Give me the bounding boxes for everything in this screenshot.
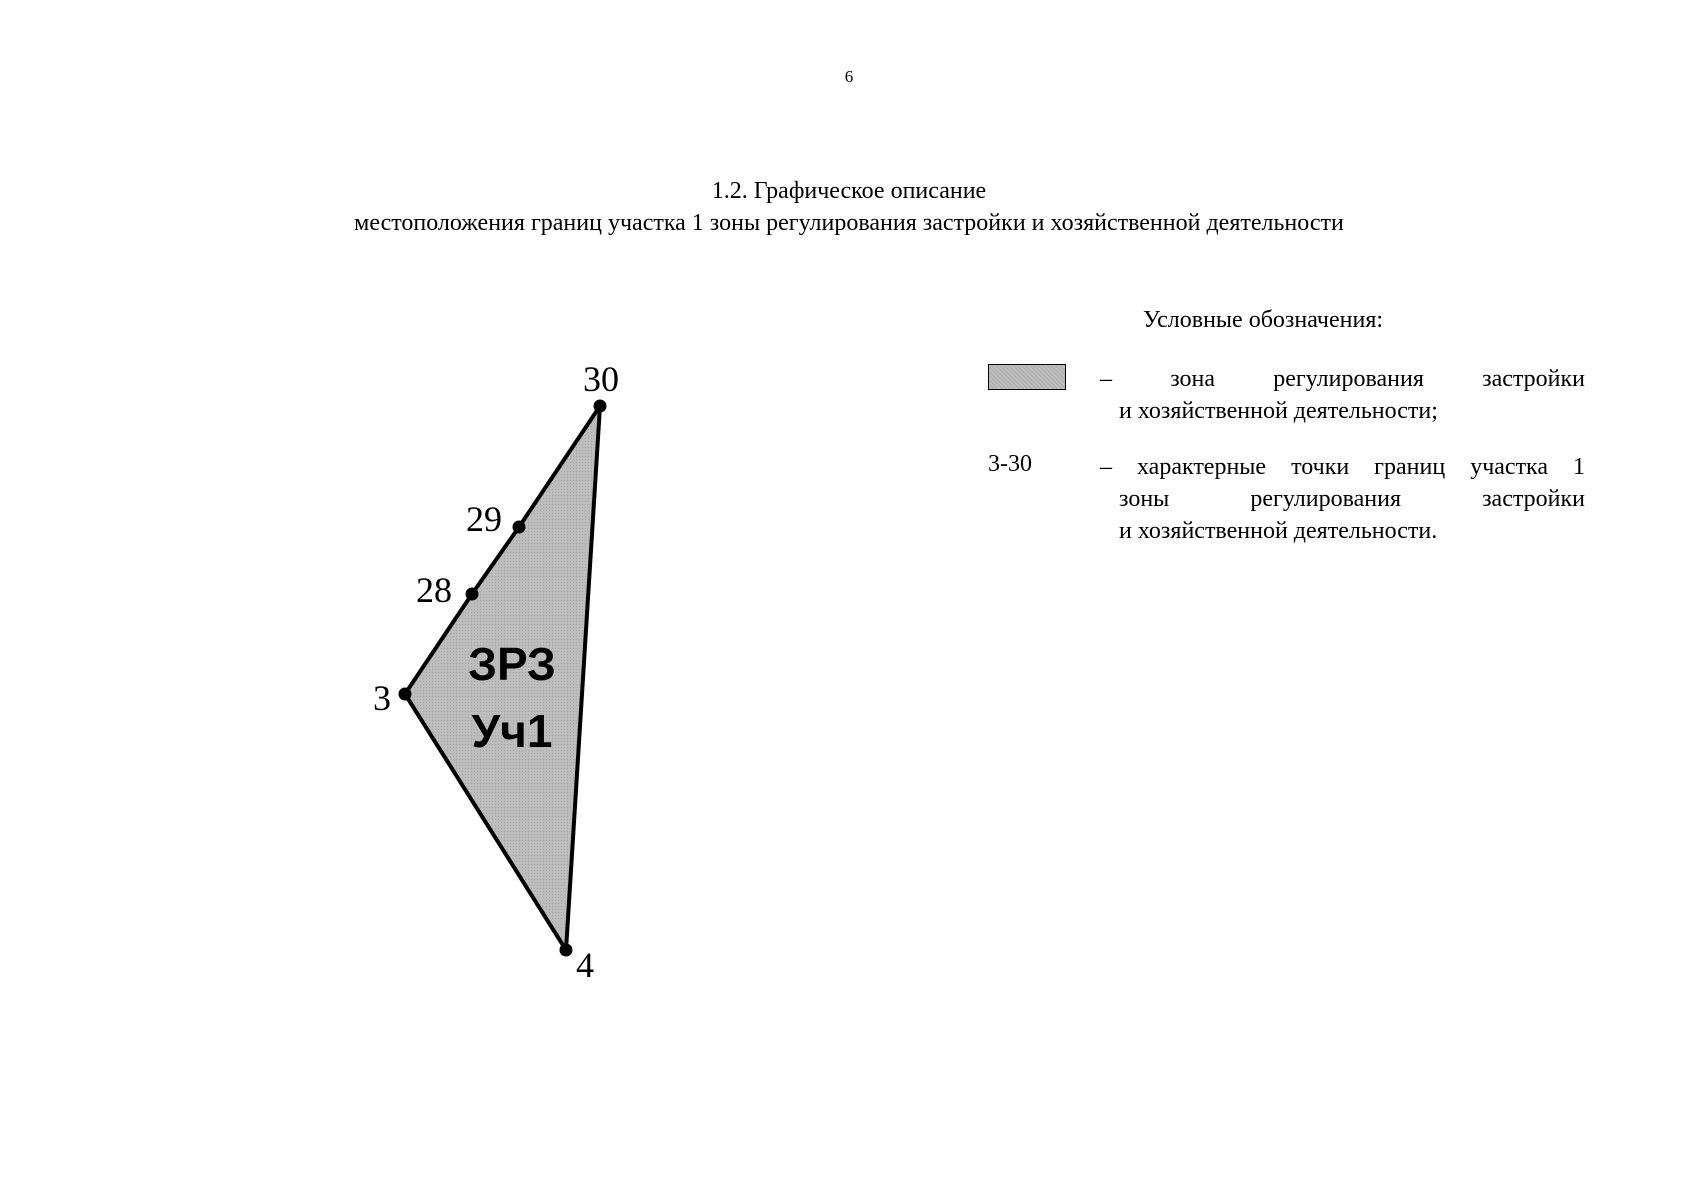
point-4-label: 4 <box>576 945 594 985</box>
zone-label-line2: Уч1 <box>471 705 553 757</box>
point-30-marker <box>594 400 607 413</box>
legend-item-zone-line1: – зона регулирования застройки <box>1100 366 1585 392</box>
legend-zone-swatch <box>988 364 1066 390</box>
point-30-label: 30 <box>583 359 619 399</box>
legend-points-code: 3-30 <box>988 451 1032 477</box>
legend-item-points-line1: – характерные точки границ участка 1 <box>1100 454 1585 480</box>
legend-title: Условные обозначения: <box>1143 307 1384 333</box>
zone-label-line1: ЗРЗ <box>468 638 556 690</box>
legend-item-points-description <box>1100 451 1585 547</box>
legend-item-zone-description <box>1100 363 1585 427</box>
legend-item-points-line2: зоны регулирования застройки <box>1119 486 1585 512</box>
point-3-marker <box>399 688 412 701</box>
section-title-line2: местоположения границ участка 1 зоны регулирования застройки и хозяйственной деятельности <box>354 210 1344 236</box>
point-29-marker <box>513 521 526 534</box>
point-28-label: 28 <box>416 570 452 610</box>
legend-item-zone-line2: и хозяйственной деятельности; <box>1119 398 1438 424</box>
page-number: 6 <box>844 67 854 86</box>
legend-item-points-line3: и хозяйственной деятельности. <box>1119 518 1438 544</box>
point-4-marker <box>560 944 573 957</box>
section-title-line1: 1.2. Графическое описание <box>711 178 987 204</box>
point-3-label: 3 <box>373 678 391 718</box>
point-29-label: 29 <box>466 499 502 539</box>
point-28-marker <box>466 588 479 601</box>
